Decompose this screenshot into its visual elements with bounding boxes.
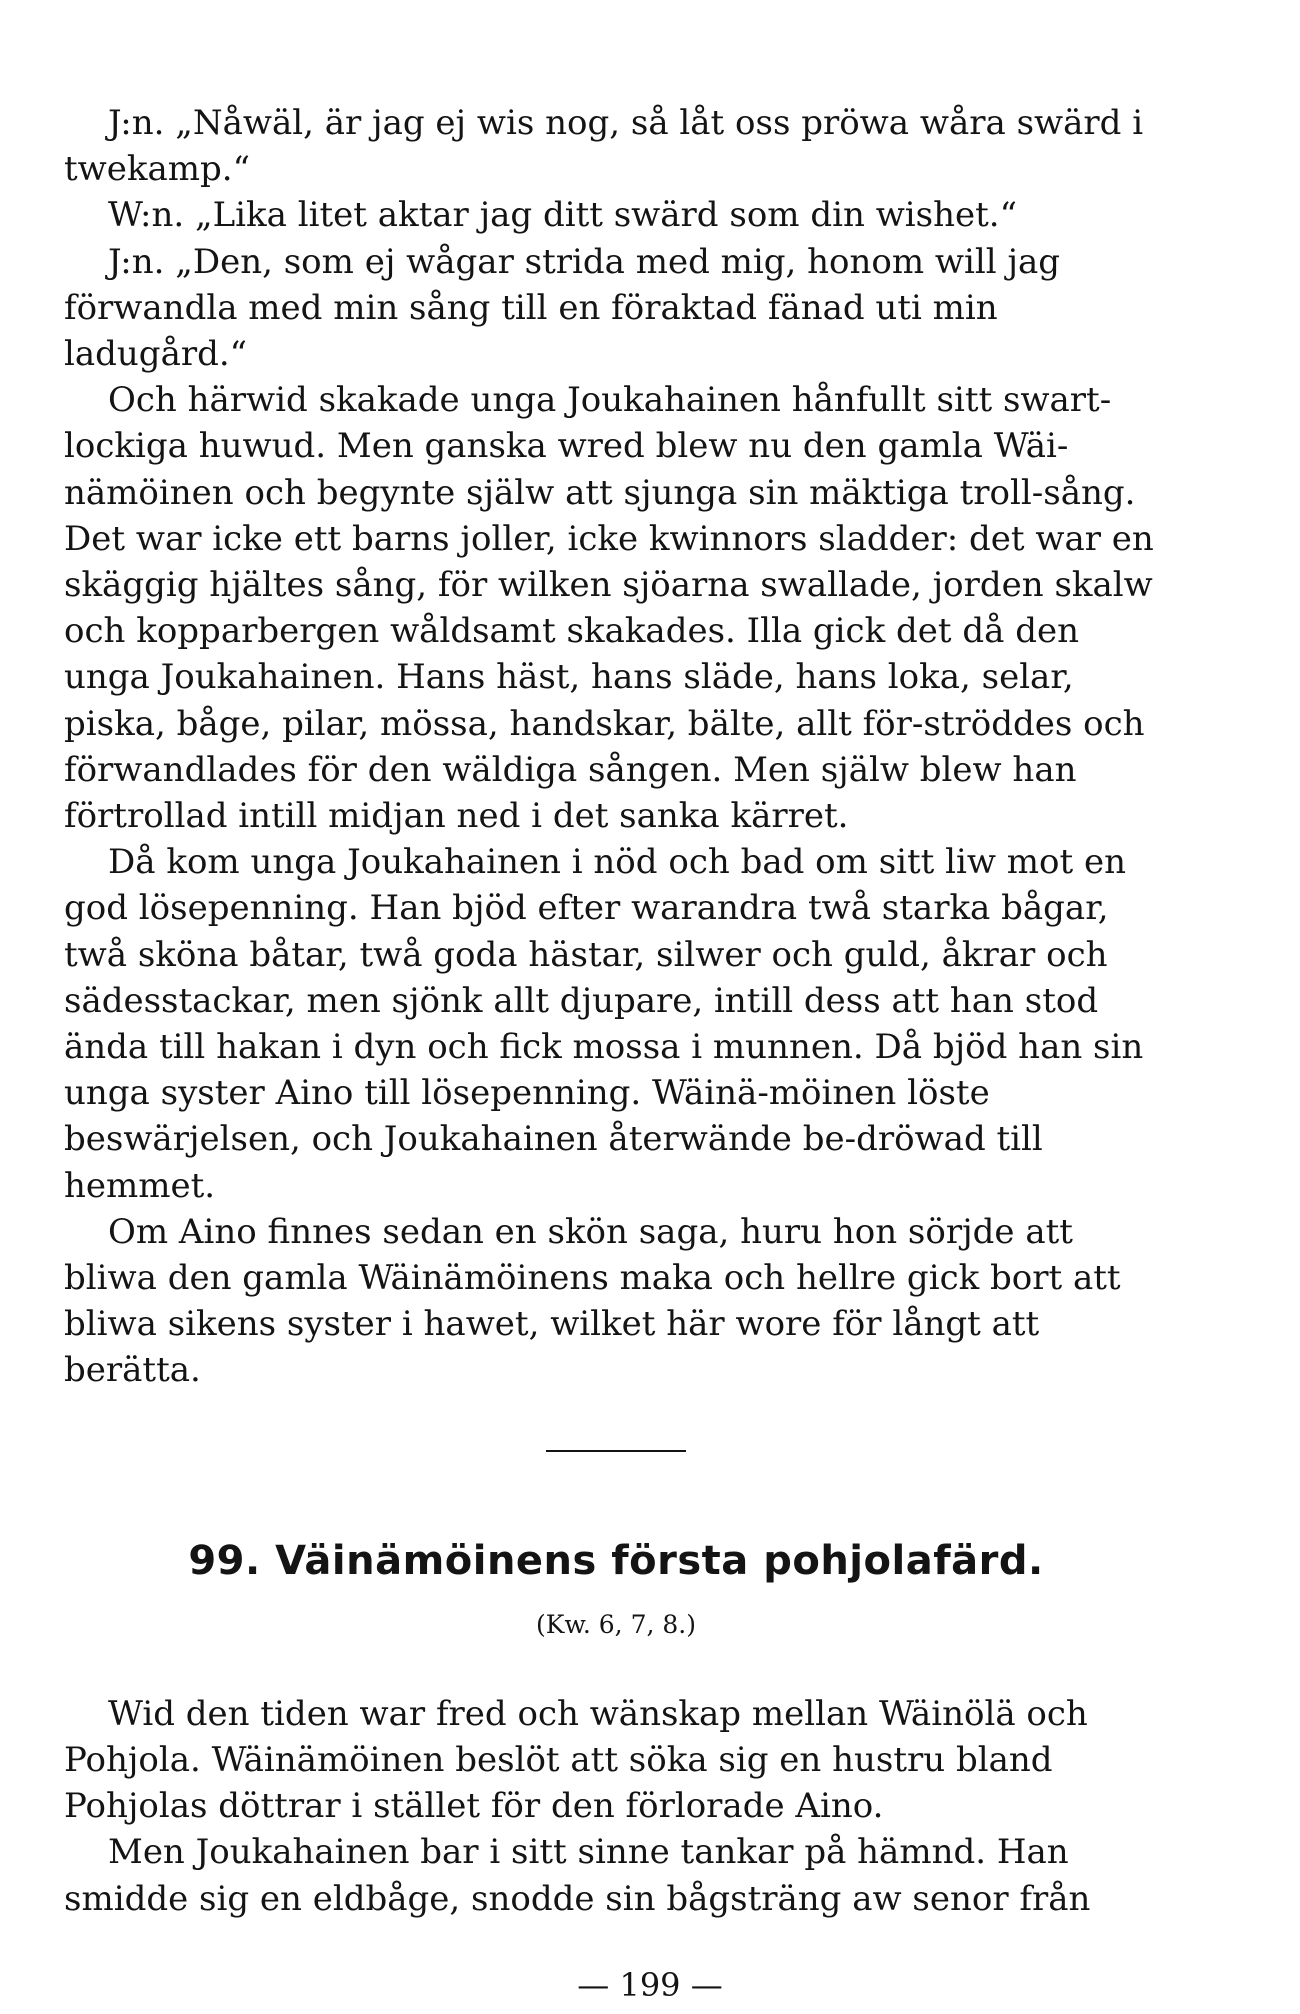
section-divider [546, 1450, 686, 1452]
dialogue-paragraph-3: J:n. „Den, som ej wågar strida med mig, honom will jag förwandla med min sång till en föraktad fänad uti min ladugård.“ [64, 241, 1061, 375]
dialogue-paragraph-1: J:n. „Nåwäl, är jag ej wis nog, så låt oss pröwa wåra swärd i twekamp.“ [64, 103, 1144, 190]
section-reference: (Kw. 6, 7, 8.) [536, 1609, 696, 1639]
dialogue-paragraph-2: W:n. „Lika litet aktar jag ditt swärd som din wishet.“ [108, 195, 1017, 236]
section-paragraph-2: Men Joukahainen bar i sitt sinne tankar på hämnd. Han smidde sig en eldbåge, snodde sin bågsträng aw senor från [64, 1832, 1091, 1919]
section-paragraph-1: Wid den tiden war fred och wänskap mellan Wäinölä och Pohjola. Wäinämöinen beslöt att söka sig en hustru bland Pohjolas döttrar i stället för den förlorade Aino. [64, 1693, 1088, 1827]
narrative-paragraph-1: Och härwid skakade unga Joukahainen hånfullt sitt swart-lockiga huwud. Men ganska wred blew nu den gamla Wäi-nämöinen och begynte själw att sjunga sin mäktiga troll-sång. Det war icke ett barns joller, icke kwinnors sladder: det war en skäggig hjältes sång, för wilken sjöarna swallade, jorden skalw och kopparbergen wåldsamt skakades. Illa gick det då den unga Joukahainen. Hans häst, hans släde, hans loka, selar, piska, båge, pilar, mössa, handskar, bälte, allt för-ströddes och förwandlades för den wäldiga sången. Men själw blew han förtrollad intill midjan ned i det sanka kärret. [64, 380, 1154, 837]
narrative-paragraph-3: Om Aino finnes sedan en skön saga, huru hon sörjde att bliwa den gamla Wäinämöinens maka och hellre gick bort att bliwa sikens syster i hawet, wilket här wore för långt att berätta. [64, 1211, 1121, 1391]
section-title: 99. Väinämöinens första pohjolafärd. [188, 1537, 1044, 1584]
narrative-paragraph-2: Då kom unga Joukahainen i nöd och bad om sitt liw mot en god lösepenning. Han bjöd efter warandra twå starka bågar, twå sköna båtar, twå goda hästar, silwer och guld, åkrar och sädesstackar, men sjönk allt djupare, intill dess att han stod ända till hakan i dyn och fick mossa i munnen. Då bjöd han sin unga syster Aino till lösepenning. Wäinä-möinen löste beswärjelsen, och Joukahainen återwände be-dröwad till hemmet. [64, 842, 1144, 1206]
page-body [64, 100, 1168, 1922]
page-number: — 199 — [577, 1966, 723, 2004]
